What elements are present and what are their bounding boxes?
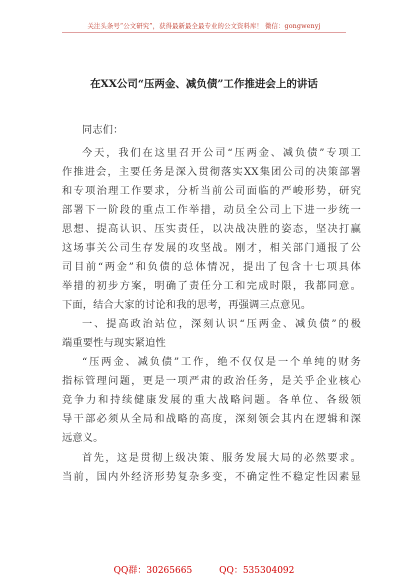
body-line: 部署下一阶段的重点工作举措，动员全公司上下进一步统一	[62, 205, 361, 216]
body-line: 竞争力和持续健康发展的重大战略问题。各单位、各级领	[62, 395, 361, 406]
header-banner: 关注头条号“公文研究”，获得最新最全最专业的公文资料库！ 微信：gongwenyj	[87, 22, 321, 30]
header-divider	[62, 32, 346, 33]
body-line: 司目前“两金”和负债的总体情况，提出了包含十七项具体	[62, 262, 361, 273]
body-line: 首先，这是贯彻上级决策、服务发展大局的必然要求。	[82, 453, 361, 464]
body-line: 这场事关公司生存发展的攻坚战。刚才，相关部门通报了公	[62, 243, 361, 254]
body-line: “压两金、减负债”工作，绝不仅仅是一个单纯的财务	[82, 357, 361, 368]
footer-contact	[0, 563, 408, 576]
footer-qq: QQ：535304092	[219, 566, 295, 576]
salutation: 同志们：	[82, 125, 124, 136]
footer-qq-group: QQ群：30265665	[113, 566, 193, 576]
body-line: 今天，我们在这里召开公司“压两金、减负债”专项工	[82, 148, 361, 159]
body-line: 举措的初步方案，明确了责任分工和完成时限，我都同意。	[62, 281, 361, 292]
page-title: 在XX公司“压两金、减负债”工作推进会上的讲话	[90, 78, 318, 90]
body-line: 下面，结合大家的讨论和我的思考，再强调三点意见。	[62, 300, 312, 311]
body-line: 导干部必须从全局和战略的高度，深刻领会其内在逻辑和深	[62, 414, 361, 425]
body-line: 作推进会，主要任务是深入贯彻落实XX集团公司的决策部署	[62, 167, 361, 178]
section-heading: 一、提高政治站位，深刻认识“压两金、减负债”的极	[82, 319, 361, 330]
body-line: 指标管理问题，更是一项严肃的政治任务，是关乎企业核心	[62, 376, 361, 387]
body-line: 当前，国内外经济形势复杂多变，不确定性不稳定性因素显	[62, 472, 361, 483]
body-line: 思想、提高认识、压实责任，以决战决胜的姿态，坚决打赢	[62, 224, 361, 235]
body-line: 远意义。	[62, 433, 104, 444]
body-line: 和专项治理工作要求，分析当前公司面临的严峻形势，研究	[62, 186, 361, 197]
section-heading: 端重要性与现实紧迫性	[62, 338, 166, 349]
